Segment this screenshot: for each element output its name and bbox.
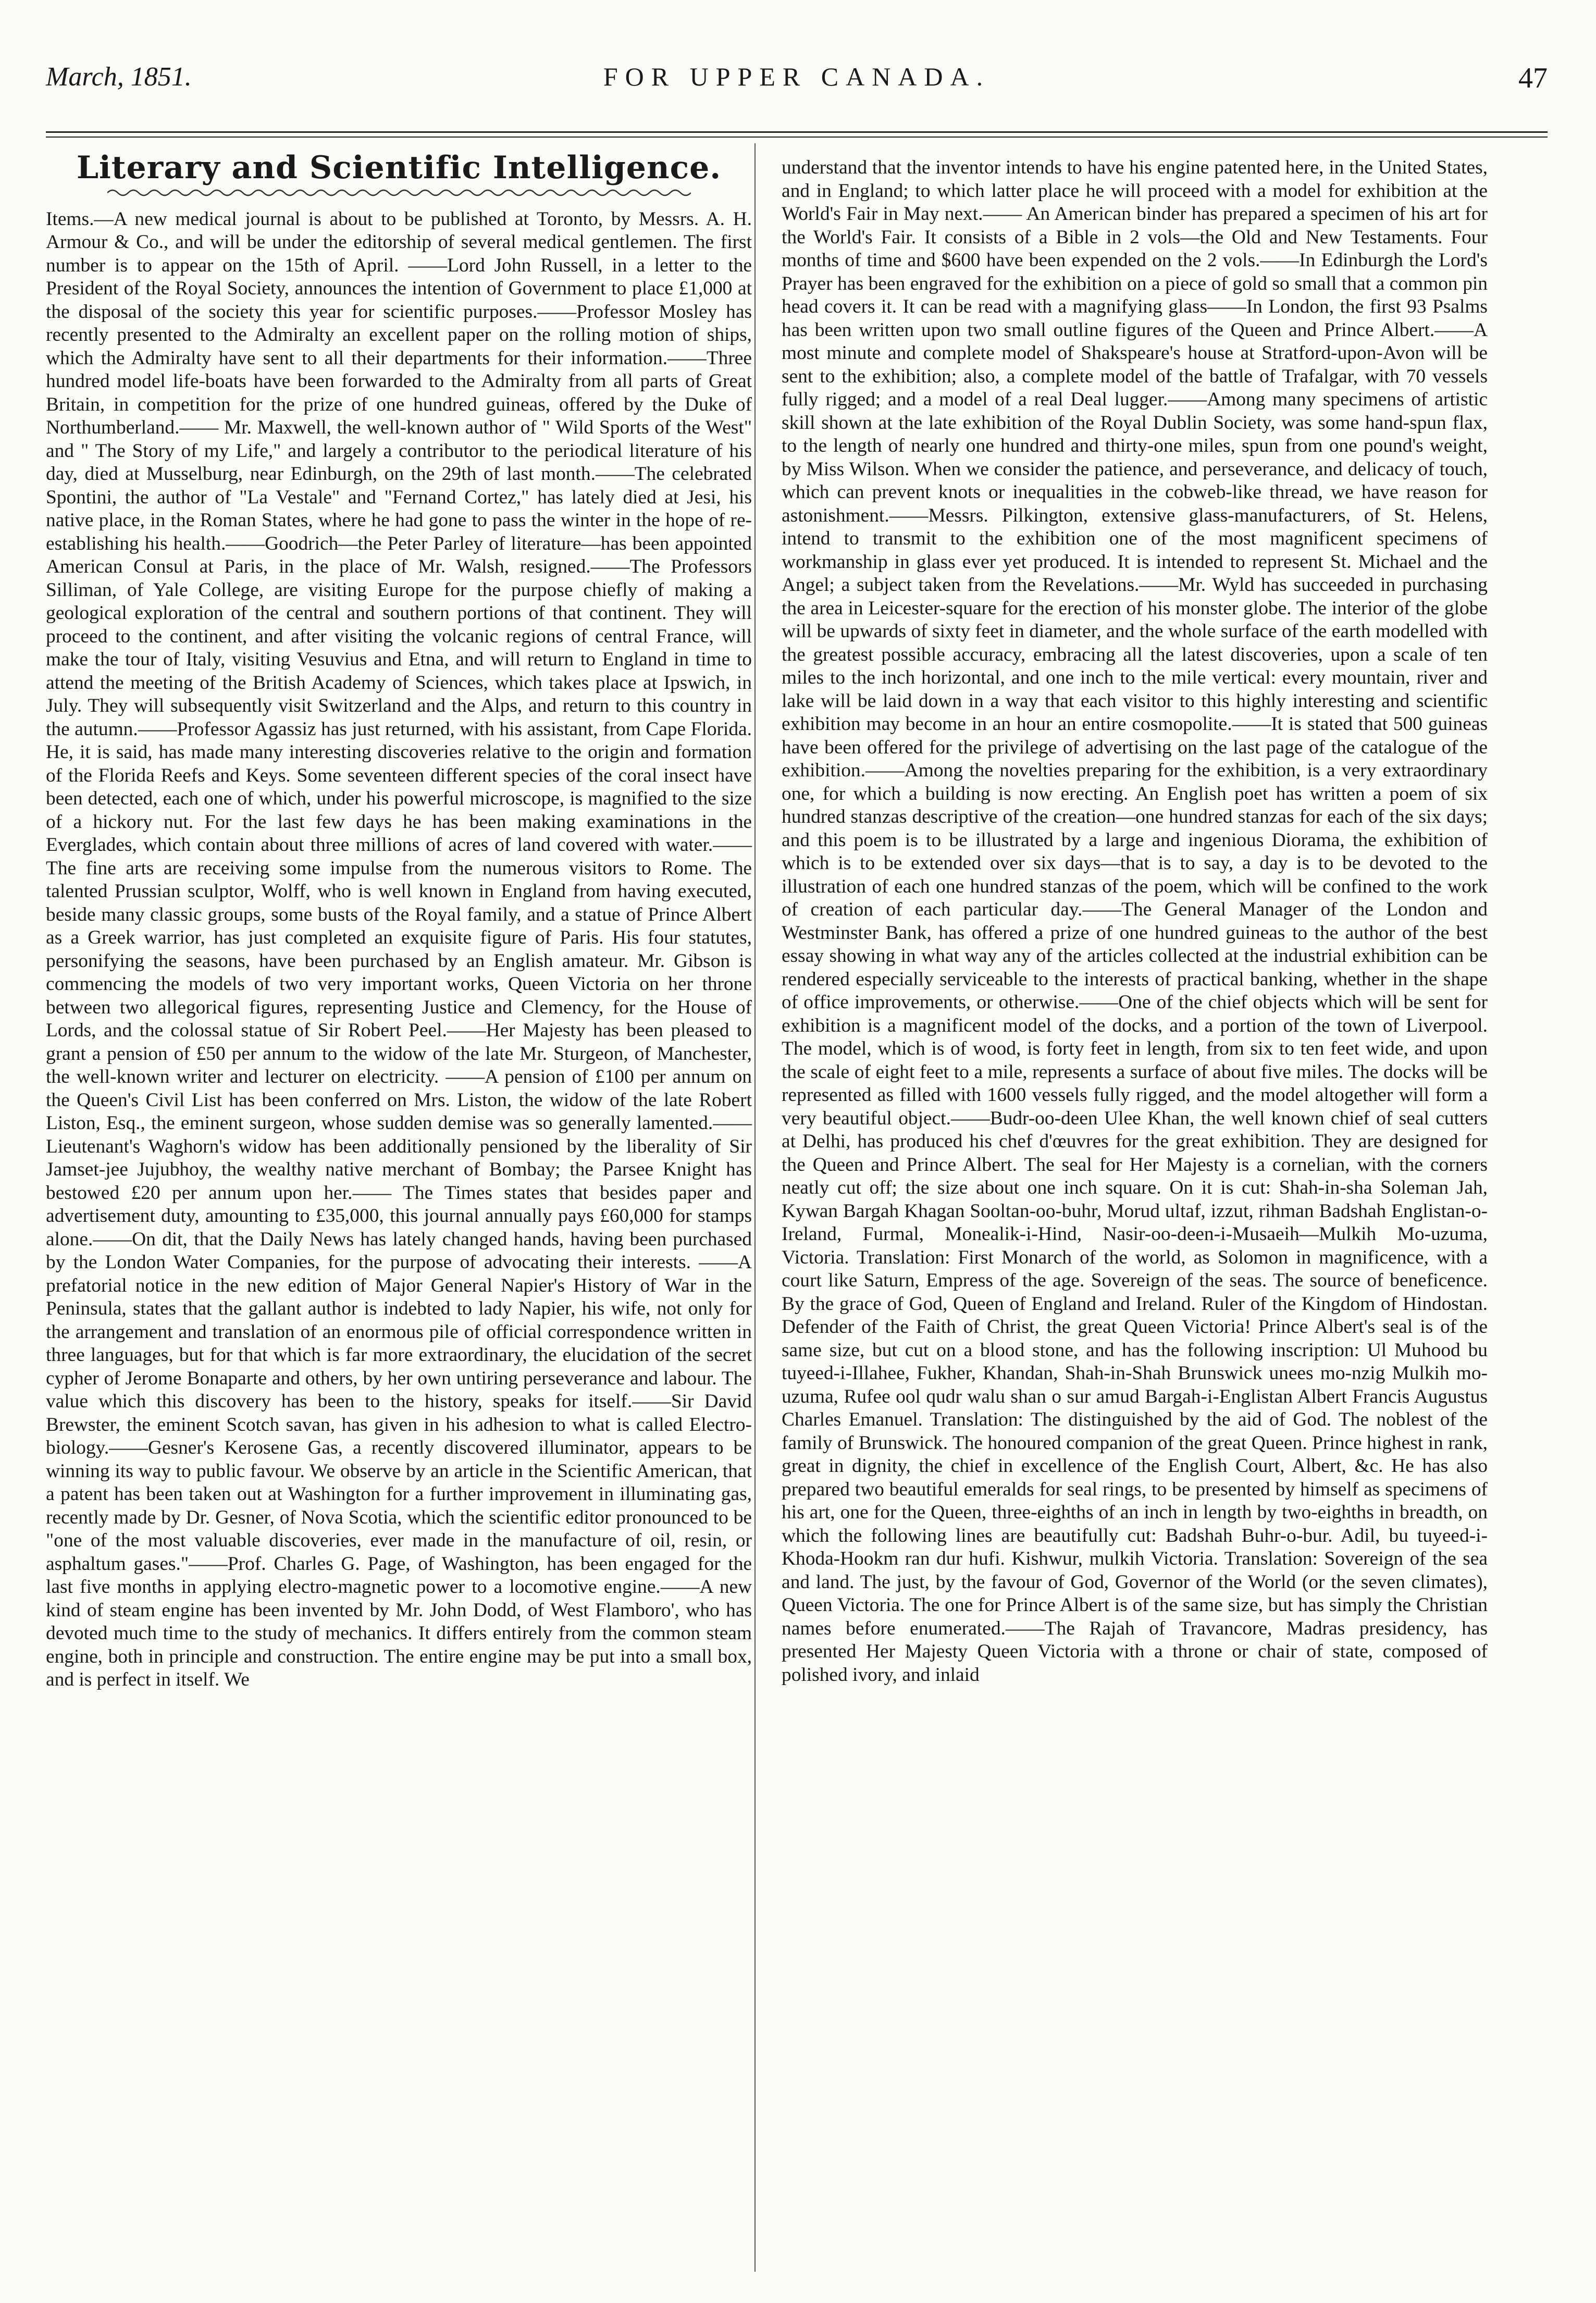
- ornamental-wavy-rule: [107, 185, 691, 201]
- right-column: [782, 156, 1488, 1687]
- running-title: FOR UPPER CANADA.: [603, 62, 991, 91]
- issue-date: March, 1851.: [46, 62, 192, 92]
- page-number: 47: [1518, 62, 1548, 94]
- page-header: [46, 61, 1548, 108]
- header-rule-top: [46, 131, 1548, 133]
- header-rule-bottom: [46, 137, 1548, 138]
- column-divider: [754, 143, 756, 2272]
- left-column: [46, 152, 752, 1692]
- left-column-text: Items.—A new medical journal is about to be published at Toronto, by Messrs. A. H. Armour & Co., and will be under the editorship of several medical gentlemen. The first number is to appear on the 15th of April. ——Lord John Russell, in a letter to the President of the Royal Society, announces the intention of Government to place £1,000 at the disposal of the society this year for scientific purposes.——Professor Mosley has recently presented to the Admiralty an excellent paper on the rolling motion of ships, which the Admiralty have sent to all their departments for their information.——Three hundred model life-boats have been forwarded to the Admiralty from all parts of Great Britain, in competition for the prize of one hundred guineas, offered by the Duke of Northumberland.—— Mr. Maxwell, the well-known author of " Wild Sports of the West" and " The Story of my Life," and largely a contributor to the periodical literature of his day, died at Musselburg, near Edinburgh, on the 29th of last month.——The celebrated Spontini, the author of "La Vestale" and "Fernand Cortez," has lately died at Jesi, his native place, in the Roman States, where he had gone to pass the winter in the hope of re-establishing his health.——Goodrich—the Peter Parley of literature—has been appointed American Consul at Paris, in the place of Mr. Walsh, resigned.——The Professors Silliman, of Yale College, are visiting Europe for the purpose chiefly of making a geological exploration of the central and southern portions of that continent. They will proceed to the continent, and after visiting the volcanic regions of central France, will make the tour of Italy, visiting Vesuvius and Etna, and will return to England in time to attend the meeting of the British Academy of Sciences, which takes place at Ipswich, in July. They will subsequently visit Switzerland and the Alps, and return to this country in the autumn.——Professor Agassiz has just returned, with his assistant, from Cape Florida. He, it is said, has made many interesting discoveries relative to the origin and formation of the Florida Reefs and Keys. Some seventeen different species of the coral insect have been detected, each one of which, under his powerful microscope, is magnified to the size of a hickory nut. For the last few days he has been making examinations in the Everglades, which contain about three millions of acres of land covered with water.——The fine arts are receiving some impulse from the numerous visitors to Rome. The talented Prussian sculptor, Wolff, who is well known in England from having executed, beside many classic groups, some busts of the Royal family, and a statue of Prince Albert as a Greek warrior, has just completed an exquisite figure of Paris. His four statutes, personifying the seasons, have been purchased by an English amateur. Mr. Gibson is commencing the models of two very important works, Queen Victoria on her throne between two allegorical figures, representing Justice and Clemency, for the House of Lords, and the colossal statue of Sir Robert Peel.——Her Majesty has been pleased to grant a pension of £50 per annum to the widow of the late Mr. Sturgeon, of Manchester, the well-known writer and lecturer on electricity. ——A pension of £100 per annum on the Queen's Civil List has been conferred on Mrs. Liston, the widow of the late Robert Liston, Esq., the eminent surgeon, whose sudden demise was so generally lamented.—— Lieutenant's Waghorn's widow has been additionally pensioned by the liberality of Sir Jamset-jee Jujubhoy, the wealthy native merchant of Bombay; the Parsee Knight has bestowed £20 per annum upon her.—— The Times states that besides paper and advertisement duty, amounting to £35,000, this journal annually pays £60,000 for stamps alone.——On dit, that the Daily News has lately changed hands, having been purchased by the London Water Companies, for the purpose of advocating their interests. ——A prefatorial notice in the new edition of Major General Napier's History of War in the Peninsula, states that the gallant author is indebted to lady Napier, his wife, not only for the arrangement and translation of an enormous pile of official correspondence written in three languages, but for that which is far more extraordinary, the elucidation of the secret cypher of Jerome Bonaparte and others, by her own untiring perseverance and labour. The value which this discovery has been to the history, speaks for itself.——Sir David Brewster, the eminent Scotch savan, has given in his adhesion to what is called Electro-biology.——Gesner's Kerosene Gas, a recently discovered illuminator, appears to be winning its way to public favour. We observe by an article in the Scientific American, that a patent has been taken out at Washington for a further improvement in illuminating gas, recently made by Dr. Gesner, of Nova Scotia, which the scientific editor pronounced to be "one of the most valuable discoveries, ever made in the manufacture of oil, resin, or asphaltum gases."——Prof. Charles G. Page, of Washington, has been engaged for the last five months in applying electro-magnetic power to a locomotive engine.——A new kind of steam engine has been invented by Mr. John Dodd, of West Flamboro', who has devoted much time to the study of mechanics. It differs entirely from the common steam engine, both in principle and construction. The entire engine may be put into a small box, and is perfect in itself. We: [46, 208, 752, 1690]
- section-title: Literary and Scientific Intelligence.: [76, 150, 722, 186]
- right-column-text: understand that the inventor intends to have his engine patented here, in the United States, and in England; to which latter place he will proceed with a model for exhibition at the World's Fair in May next.—— An American binder has prepared a specimen of his art for the World's Fair. It consists of a Bible in 2 vols—the Old and New Testaments. Four months of time and $600 have been expended on the 2 vols.——In Edinburgh the Lord's Prayer has been engraved for the exhibition on a piece of gold so small that a common pin head covers it. It can be read with a magnifying glass——In London, the first 93 Psalms has been written upon two small outline figures of the Queen and Prince Albert.——A most minute and complete model of Shakspeare's house at Stratford-upon-Avon will be sent to the exhibition; also, a complete model of the battle of Trafalgar, with 70 vessels fully rigged; and a model of a real Deal lugger.——Among many specimens of artistic skill shown at the late exhibition of the Royal Dublin Society, was some hand-spun flax, to the length of nearly one hundred and thirty-one miles, spun from one pound's weight, by Miss Wilson. When we consider the patience, and perseverance, and delicacy of touch, which can prevent knots or inequalities in the cobweb-like thread, we have reason for astonishment.——Messrs. Pilkington, extensive glass-manufacturers, of St. Helens, intend to transmit to the exhibition one of the most magnificent specimens of workmanship in glass ever yet produced. It is intended to represent St. Michael and the Angel; a subject taken from the Revelations.——Mr. Wyld has succeeded in purchasing the area in Leicester-square for the erection of his monster globe. The interior of the globe will be upwards of sixty feet in diameter, and the whole surface of the earth modelled with the greatest possible accuracy, embracing all the latest discoveries, upon a scale of ten miles to the inch horizontal, and one inch to the mile vertical: every mountain, river and lake will be laid down in a way that each visitor to this highly interesting and scientific exhibition may become in an hour an entire cosmopolite.——It is stated that 500 guineas have been offered for the privilege of advertising on the last page of the catalogue of the exhibition.——Among the novelties preparing for the exhibition, is a very extraordinary one, for which a building is now erecting. An English poet has written a poem of six hundred stanzas descriptive of the creation—one hundred stanzas for each of the six days; and this poem is to be illustrated by a large and ingenious Diorama, the exhibition of which is to be extended over six days—that is to say, a day is to be devoted to the illustration of each one hundred stanzas of the poem, which will be confined to the work of creation of each particular day.——The General Manager of the London and Westminster Bank, has offered a prize of one hundred guineas to the author of the best essay showing in what way any of the articles collected at the industrial exhibition can be rendered especially serviceable to the interests of practical banking, whether in the shape of office improvements, or otherwise.——One of the chief objects which will be sent for exhibition is a magnificent model of the docks, and a portion of the town of Liverpool. The model, which is of wood, is forty feet in length, from six to ten feet wide, and upon the scale of eight feet to a mile, represents a surface of about five miles. The docks will be represented as filled with 1600 vessels fully rigged, and the model altogether will form a very beautiful object.——Budr-oo-deen Ulee Khan, the well known chief of seal cutters at Delhi, has produced his chef d'œuvres for the great exhibition. They are designed for the Queen and Prince Albert. The seal for Her Majesty is a cornelian, with the corners neatly cut off; the size about one inch square. On it is cut: Shah-in-sha Soleman Jah, Kywan Bargah Khagan Sooltan-oo-buhr, Morud ultaf, izzut, rihman Badshah Englistan-o-Ireland, Furmal, Monealik-i-Hind, Nasir-oo-deen-i-Musaeih—Mulkih Mo-uzuma, Victoria. Translation: First Monarch of the world, as Solomon in magnificence, with a court like Saturn, Empress of the age. Sovereign of the seas. The source of beneficence. By the grace of God, Queen of England and Ireland. Ruler of the Kingdom of Hindostan. Defender of the Faith of Christ, the great Queen Victoria! Prince Albert's seal is of the same size, but cut on a blood stone, and has the following inscription: Ul Muhood bu tuyeed-i-Illahee, Fukher, Khandan, Shah-in-Shah Brunswick unees mo-nzig Mulkih mo-uzuma, Rufee ool qudr walu shan o sur amud Bargah-i-Englistan Albert Francis Augustus Charles Emanuel. Translation: The distinguished by the aid of God. The noblest of the family of Brunswick. The honoured companion of the great Queen. Prince highest in rank, great in dignity, the chief in excellence of the English Court, Albert, &c. He has also prepared two beautiful emeralds for seal rings, to be presented by himself as specimens of his art, one for the Queen, three-eighths of an inch in length by two-eighths in breadth, on which the following lines are beautifully cut: Badshah Buhr-o-bur. Adil, bu tuyeed-i-Khoda-Hookm ran dur hufi. Kishwur, mulkih Victoria. Translation: Sovereign of the sea and land. The just, by the favour of God, Governor of the World (or the seven climates), Queen Victoria. The one for Prince Albert is of the same size, but has simply the Christian names before enumerated.——The Rajah of Travancore, Madras presidency, has presented Her Majesty Queen Victoria with a throne or chair of state, composed of polished ivory, and inlaid: [782, 157, 1488, 1686]
